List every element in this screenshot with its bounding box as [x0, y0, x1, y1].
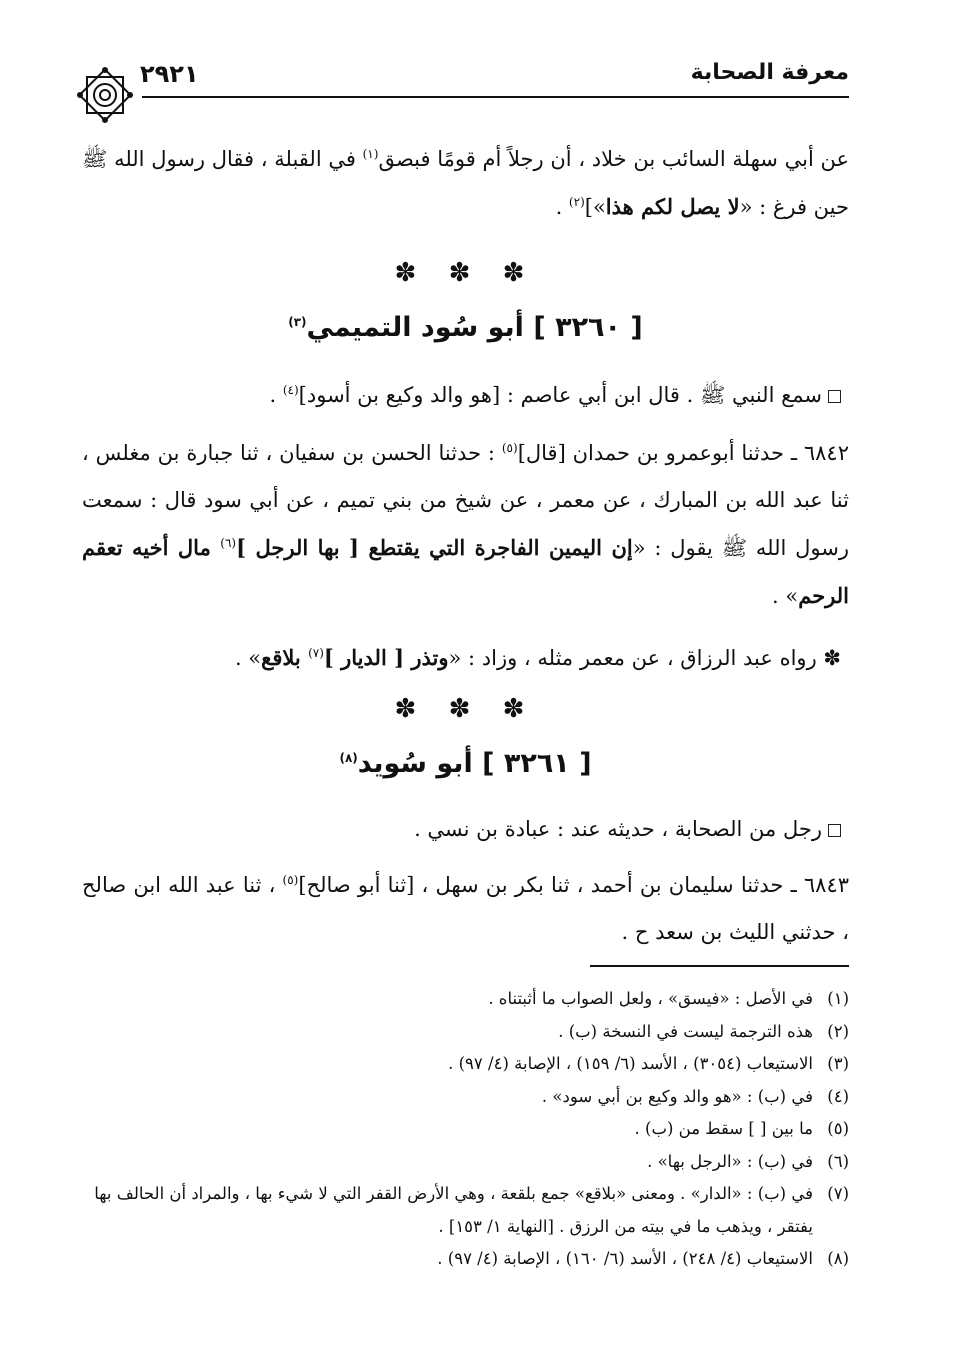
p1-bold-quote: لا يصل لكم هذا — [605, 194, 740, 219]
footnote-number: (٨) — [827, 1249, 849, 1268]
section-separator: ✽ ✽ ✽ — [394, 258, 537, 288]
p1-text-c: »] — [584, 195, 606, 219]
square-bullet-icon — [828, 390, 841, 403]
footnote-number: (٦) — [827, 1151, 849, 1171]
footnote-text: في الأصل : «فيسق» ، ولعل الصواب ما أثبتناه . — [488, 989, 813, 1008]
footnote-text: في (ب) : «الرجل بها» . — [647, 1151, 813, 1171]
footnote-ref: (١) — [362, 147, 379, 161]
footnote-number: (٤) — [827, 1086, 849, 1106]
narration-bold-b: بلاقع — [261, 645, 309, 670]
footnotes — [82, 983, 849, 1276]
p1-text-a: عن أبي سهلة السائب بن خلاد ، أن رجلاً أم قومًا فبصق — [378, 147, 850, 171]
bracket-close: ] — [533, 312, 546, 343]
hadith-6842-bold-a: إن اليمين الفاجرة التي يقتطع [ بها الرجل ] — [236, 535, 633, 560]
footnote-text: ما بين [ ] سقط من (ب) . — [634, 1119, 813, 1138]
footnote-item — [82, 983, 849, 1016]
footnote-item — [82, 1016, 849, 1049]
bracket-open: [ — [630, 312, 643, 343]
footnote-ref: (٤) — [282, 383, 299, 397]
page-number: ٢٩٢١ — [140, 60, 199, 88]
footnote-ref: (٧) — [308, 646, 324, 660]
intro-1-text-b: . — [269, 383, 283, 407]
footnote-ref: (٨) — [339, 751, 358, 765]
footnote-text: في (ب) : «هو والد وكيع بن أبي سود» . — [541, 1086, 813, 1106]
hadith-6843-text-b: ، ثنا عبد الله ابن صالح ، حدثني الليث بن سعد ح . — [82, 873, 849, 944]
opening-paragraph — [82, 136, 849, 231]
footnote-number: (٧) — [827, 1184, 849, 1203]
intro-1-text-a: سمع النبي ﷺ . قال ابن أبي عاصم : [هو والد وكيع بن أسود] — [298, 383, 822, 407]
entry-heading-3260 — [82, 312, 849, 343]
footnote-ref: (٦) — [220, 536, 237, 550]
entry-number: ٣٢٦١ — [503, 748, 570, 779]
bracket-close: ] — [482, 748, 495, 779]
footnote-text: الاستيعاب (٣٠٥٤) ، الأسد (٦/ ١٥٩) ، الإصابة (٤/ ٩٧) . — [448, 1054, 813, 1073]
footnote-rule — [590, 965, 849, 967]
footnote-text: الاستيعاب (٤/ ٢٤٨) ، الأسد (٦/ ١٦٠) ، الإصابة (٤/ ٩٧) . — [437, 1249, 813, 1268]
footnote-item — [82, 1178, 849, 1243]
p1-text-b: في القبلة ، فقال رسول الله ﷺ حين فرغ : « — [82, 147, 849, 219]
footnote-item — [82, 1113, 849, 1146]
hadith-6842-text-b: : حدثنا الحسن بن سفيان ، ثنا جبارة بن مغلس ، ثنا عبد الله بن المبارك ، عن معمر ، عن شيخ من بني تميم ، عن أبي سود قال : سمعت رسول الله ﷺ يقول : « — [82, 441, 850, 560]
entry-heading-3261 — [82, 748, 849, 779]
narration-note — [82, 634, 841, 682]
narration-bold-a: وتذر [ الديار ] — [323, 645, 449, 670]
entry-name: أبو سُود التميمي — [306, 312, 524, 343]
entry-name: أبو سُويد — [357, 748, 473, 779]
footnote-ref: (٣) — [288, 315, 307, 329]
star-ornament-icon — [70, 60, 140, 130]
footnote-text: هذه الترجمة ليست في النسخة (ب) . — [558, 1021, 813, 1041]
footnote-ref: (٥) — [501, 441, 518, 455]
footnote-number: (٥) — [827, 1119, 849, 1138]
hadith-6843 — [82, 862, 849, 956]
footnote-ref: (٢) — [568, 195, 585, 209]
header-rule — [142, 96, 849, 98]
footnote-item — [82, 1243, 849, 1276]
footnote-number: (٢) — [827, 1021, 849, 1041]
footnote-text: في (ب) : «الدار» . ومعنى «بلاقع» جمع بلقعة ، وهي الأرض القفر التي لا شيء بها ، والمراد أن الحالف بها يفتقر ، ويذهب ما في بيته من الرزق . [النهاية ١/ ١٥٣] . — [94, 1184, 813, 1236]
hadith-6842 — [82, 430, 849, 620]
narration-text-a: ✽ رواه عبد الرزاق ، عن معمر مثله ، وزاد : « — [448, 646, 841, 670]
footnote-ref: (٥) — [282, 873, 299, 887]
p1-text-d: . — [555, 195, 569, 219]
hadith-6842-text-c: » . — [772, 584, 799, 608]
intro-2-text: رجل من الصحابة ، حديثه عند : عبادة بن نسي . — [414, 817, 822, 841]
section-separator: ✽ ✽ ✽ — [394, 694, 537, 724]
footnote-number: (١) — [827, 989, 849, 1008]
bracket-open: [ — [579, 748, 592, 779]
entry-intro-3261 — [82, 806, 841, 853]
square-bullet-icon — [828, 824, 841, 837]
footnote-item — [82, 1048, 849, 1081]
footnote-number: (٣) — [827, 1054, 849, 1073]
footnote-item — [82, 1146, 849, 1179]
hadith-6843-text-a: ٦٨٤٣ ـ حدثنا سليمان بن أحمد ، ثنا بكر بن سهل ، [ثنا أبو صالح] — [298, 873, 850, 897]
entry-number: ٣٢٦٠ — [555, 312, 622, 343]
entry-intro-3260 — [82, 372, 841, 419]
hadith-6842-text-a: ٦٨٤٢ ـ حدثنا أبوعمرو بن حمدان [قال] — [517, 441, 849, 465]
running-title: معرفة الصحابة — [690, 60, 849, 85]
footnote-item — [82, 1081, 849, 1114]
hadith-6842-bold-b: مال أخيه تعقم الرحم — [82, 535, 849, 608]
narration-text-b: » . — [234, 646, 262, 670]
